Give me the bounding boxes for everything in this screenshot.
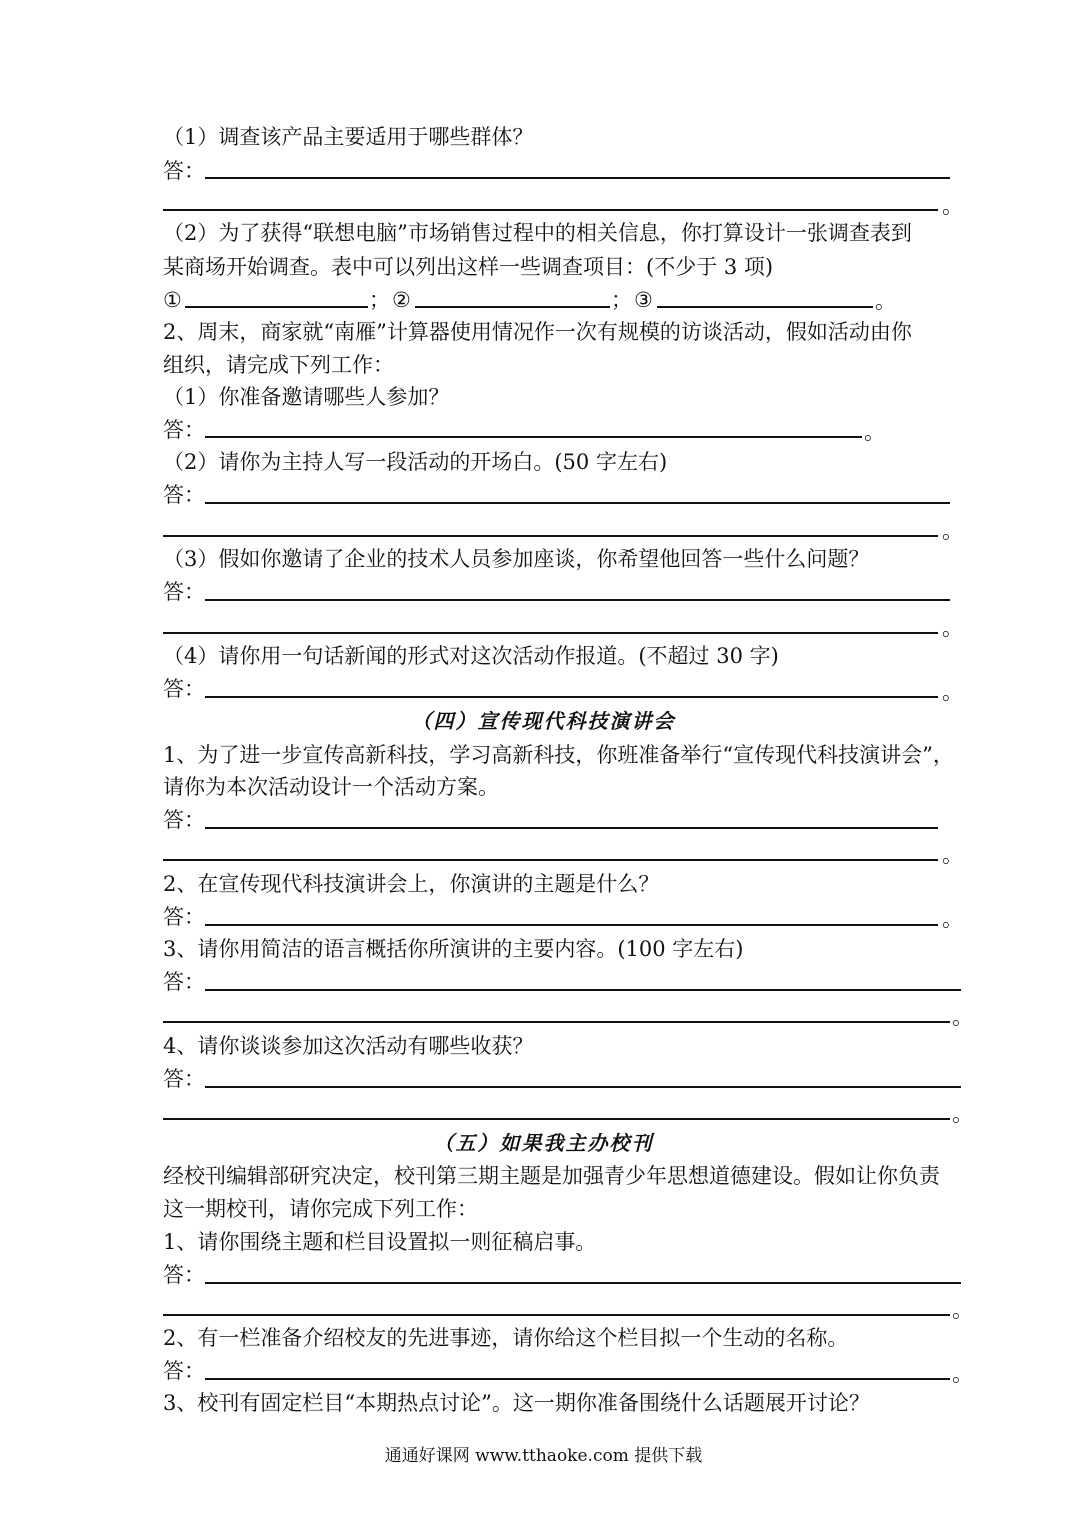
period: 。 xyxy=(942,680,963,704)
question-1-1: （1）调查该产品主要适用于哪些群体？ xyxy=(163,125,534,149)
period: 。 xyxy=(952,1298,973,1322)
question-2: 2、周末，商家就“南雁”计算器使用情况作一次有规模的访谈活动，假如活动由你 xyxy=(163,320,912,344)
period: 。 xyxy=(864,420,885,444)
answer-line xyxy=(205,696,938,698)
answer-label: 答： xyxy=(163,418,205,442)
answer-line xyxy=(205,436,862,438)
answer-line xyxy=(205,502,950,504)
separator: ； xyxy=(369,288,390,312)
answer-line xyxy=(163,859,938,861)
section-5-intro: 经校刊编辑部研究决定，校刊第三期主题是加强青少年思想道德建设。假如让你负责 xyxy=(163,1164,940,1188)
answer-line xyxy=(205,827,938,829)
answer-line xyxy=(163,1314,950,1316)
period: 。 xyxy=(942,616,963,640)
answer-label: 答： xyxy=(163,677,205,701)
answer-label: 答： xyxy=(163,808,205,832)
section-5-question-1: 1、请你围绕主题和栏目设置拟一则征稿启事。 xyxy=(163,1230,597,1254)
section-5-question-2: 2、有一栏准备介绍校友的先进事迹，请你给这个栏目拟一个生动的名称。 xyxy=(163,1326,849,1350)
answer-line xyxy=(205,1086,961,1088)
answer-line xyxy=(205,1378,950,1380)
question-1-2-cont: 某商场开始调查。表中可以列出这样一些调查项目：(不少于 3 项) xyxy=(163,255,774,279)
section-4-question-3: 3、请你用简洁的语言概括你所演讲的主要内容。(100 字左右) xyxy=(163,937,744,961)
answer-label: 答： xyxy=(163,1359,205,1383)
answer-label: 答： xyxy=(163,159,205,183)
question-2-cont: 组织，请完成下列工作： xyxy=(163,353,394,377)
answer-label: 答： xyxy=(163,483,205,507)
blank-line-2 xyxy=(415,306,610,308)
section-4-question-1-cont: 请你为本次活动设计一个活动方案。 xyxy=(163,775,499,799)
blank-1-marker: ① xyxy=(163,288,182,312)
separator: ； xyxy=(611,288,632,312)
period: 。 xyxy=(942,843,963,867)
answer-line xyxy=(163,632,938,634)
answer-line xyxy=(163,535,938,537)
answer-line xyxy=(163,209,938,211)
answer-label: 答： xyxy=(163,905,205,929)
question-1-2: （2）为了获得“联想电脑”市场销售过程中的相关信息，你打算设计一张调查表到 xyxy=(163,221,912,245)
answer-line xyxy=(205,177,950,179)
section-4-question-1: 1、为了进一步宣传高新科技，学习高新科技，你班准备举行“宣传现代科技演讲会”， xyxy=(163,743,954,767)
answer-line xyxy=(205,989,961,991)
section-5-heading: （五）如果我主办校刊 xyxy=(433,1131,654,1155)
section-4-question-2: 2、在宣传现代科技演讲会上，你演讲的主题是什么？ xyxy=(163,872,660,896)
period: 。 xyxy=(952,1362,973,1386)
answer-line xyxy=(163,1118,950,1120)
question-2-1: （1）你准备邀请哪些人参加？ xyxy=(163,385,450,409)
answer-line xyxy=(163,1021,950,1023)
section-4-question-4: 4、请你谈谈参加这次活动有哪些收获？ xyxy=(163,1034,534,1058)
blank-line-3 xyxy=(657,306,873,308)
section-5-question-3: 3、校刊有固定栏目“本期热点讨论”。这一期你准备围绕什么话题展开讨论？ xyxy=(163,1391,870,1415)
answer-line xyxy=(205,924,938,926)
question-2-2: （2）请你为主持人写一段活动的开场白。(50 字左右) xyxy=(163,450,668,474)
answer-label: 答： xyxy=(163,580,205,604)
answer-line xyxy=(205,599,950,601)
section-4-heading: （四）宣传现代科技演讲会 xyxy=(411,709,676,733)
blank-2-marker: ② xyxy=(392,288,411,312)
question-2-3: （3）假如你邀请了企业的技术人员参加座谈，你希望他回答一些什么问题？ xyxy=(163,547,870,571)
question-2-4: （4）请你用一句话新闻的形式对这次活动作报道。(不超过 30 字) xyxy=(163,644,779,668)
period: 。 xyxy=(942,907,963,931)
answer-line xyxy=(205,1282,961,1284)
answer-label: 答： xyxy=(163,970,205,994)
page-footer: 通通好课网 www.tthaoke.com 提供下载 xyxy=(384,1446,703,1466)
answer-label: 答： xyxy=(163,1067,205,1091)
period: 。 xyxy=(952,1005,973,1029)
blank-3-marker: ③ xyxy=(634,288,653,312)
period: 。 xyxy=(942,519,963,543)
answer-label: 答： xyxy=(163,1263,205,1287)
section-5-intro-cont: 这一期校刊，请你完成下列工作： xyxy=(163,1197,478,1221)
period: 。 xyxy=(952,1102,973,1126)
blank-line-1 xyxy=(185,306,368,308)
period: 。 xyxy=(875,289,896,313)
period: 。 xyxy=(942,194,963,218)
